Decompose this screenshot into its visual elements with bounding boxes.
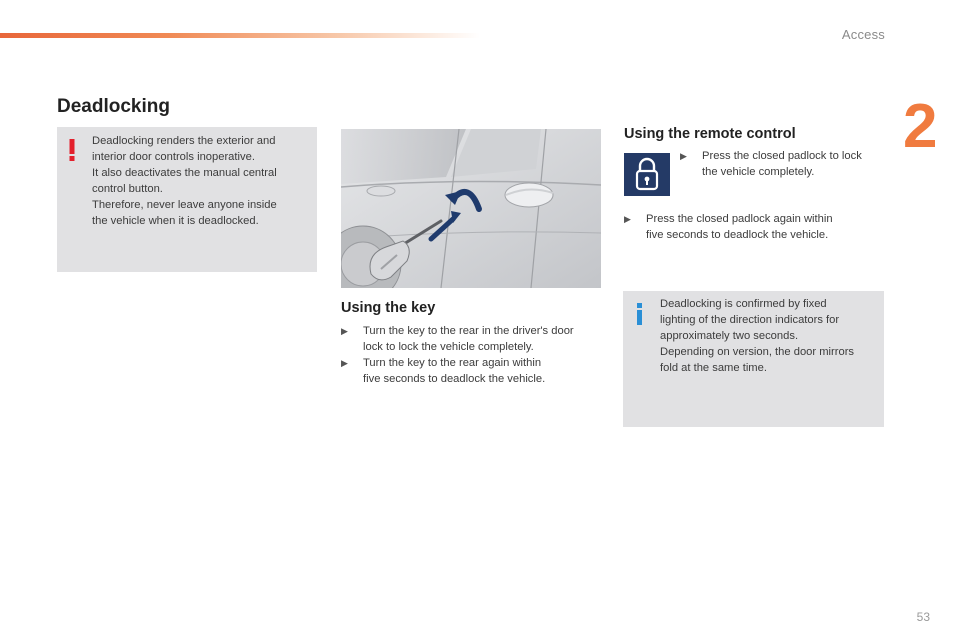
remote-bullet-1 <box>680 148 890 180</box>
chapter-title: Access <box>841 27 885 42</box>
closed-padlock-icon <box>624 153 670 196</box>
list-item: ▶ Press the closed padlock again within five seconds to deadlock the vehicle. <box>624 213 833 241</box>
remote-control-title: Using the remote control <box>624 126 796 142</box>
padlock-tile <box>624 153 670 196</box>
exclamation-icon <box>69 139 75 161</box>
car-door-key-illustration <box>341 129 601 288</box>
top-accent-bar <box>0 33 480 38</box>
warning-box <box>57 127 317 272</box>
list-item: ▶ Press the closed padlock to lock the vehicle completely. <box>680 150 862 178</box>
info-box <box>623 291 884 427</box>
info-icon <box>636 303 643 325</box>
arrow-bullet-icon: ▶ <box>341 326 348 336</box>
chapter-number: 2 <box>903 92 938 161</box>
list-item: ▶ Turn the key to the rear again within five seconds to deadlock the vehicle. <box>341 357 546 385</box>
car-door-drawing <box>341 129 601 288</box>
page-title: Deadlocking <box>57 96 170 117</box>
list-item: ▶ Turn the key to the rear in the driver's door lock to lock the vehicle completely. <box>341 325 574 353</box>
using-key-title: Using the key <box>341 300 436 316</box>
page-number: 53 <box>916 610 930 624</box>
using-key-list <box>341 323 603 387</box>
info-text: Deadlocking is confirmed by fixed lighting of the direction indicators for approximately two seconds. Depending on version, the door mirrors fold at the same time. <box>660 298 855 374</box>
arrow-bullet-icon: ▶ <box>680 151 687 161</box>
warning-text: Deadlocking renders the exterior and interior door controls inoperative. It also deactivates the manual central control button. Therefore, never leave anyone inside the vehicle when it is deadlocked. <box>92 135 277 227</box>
remote-bullet-2 <box>624 211 886 243</box>
arrow-bullet-icon: ▶ <box>341 358 348 368</box>
arrow-bullet-icon: ▶ <box>624 214 631 224</box>
